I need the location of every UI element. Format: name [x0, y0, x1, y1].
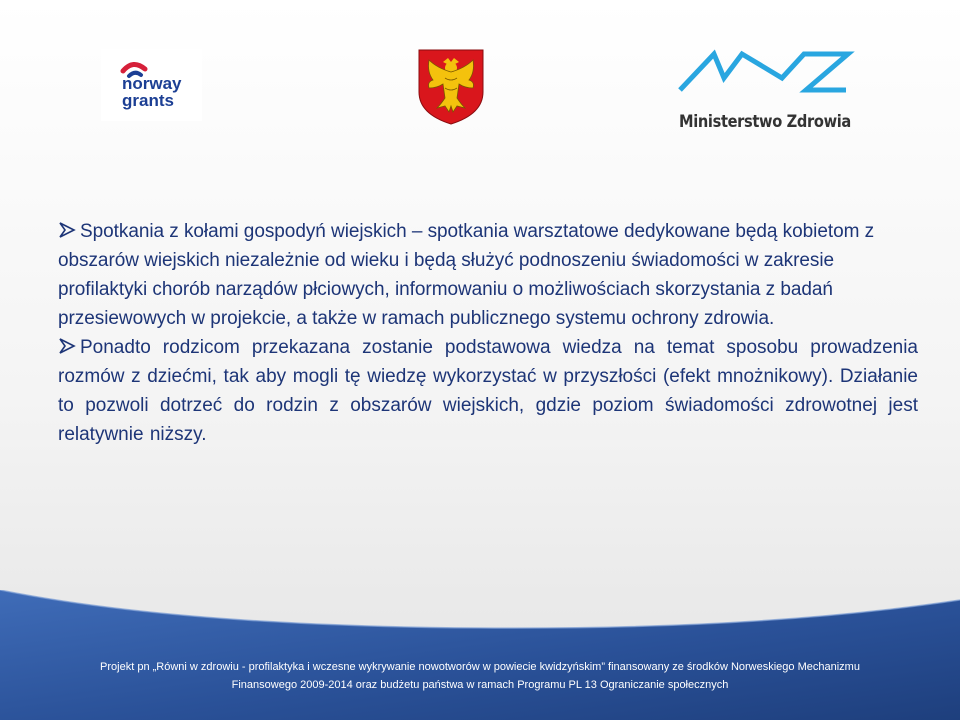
bullet-text-1: Spotkania z kołami gospodyń wiejskich – spotkania warsztatowe dedykowane będą kobietom z obszarów wiejskich niezależnie od wieku i będą służyć podnoszeniu świadomości w zakresie profilaktyki chorób narządów płciowych, informowaniu o możliwościach skorzystania z badań przesiewowych w projekcie, a także w ramach publicznego systemu ochrony zdrowia. [58, 221, 875, 329]
norway-grants-text-2: grants [122, 91, 174, 110]
ministry-caption: Ministerstwo Zdrowia [679, 112, 851, 132]
norway-grants-logo [101, 49, 202, 121]
main-content [58, 217, 918, 449]
crest-eagle-icon [415, 48, 487, 126]
arrow-bullet-icon [58, 337, 76, 355]
norway-grants-text-1: norway [122, 74, 182, 93]
footer-line-1: Projekt pn „Równi w zdrowiu - profilaktyka i wczesne wykrywanie nowotworów w powiecie kwidzyńskim” finansowany ze środków Norweskiego Mechanizmu [100, 661, 860, 673]
bullet-text-2: Ponadto rodzicom przekazana zostanie podstawowa wiedza na temat sposobu prowadzenia rozmów z dziećmi, tak aby mogli tę wiedzę wykorzystać w przyszłości (efekt mnożnikowy). Działanie to pozwoli dotrzeć do rodzin z obszarów wiejskich, gdzie poziom świadomości zdrowotnej jest relatywnie niższy. [58, 337, 918, 445]
footer-band [0, 590, 960, 720]
footer-line-2: Finansowego 2009-2014 oraz budżetu państwa w ramach Programu PL 13 Ograniczanie społecznych [231, 679, 729, 691]
bullet-paragraph-2 [58, 333, 918, 449]
bullet-paragraph-1 [58, 217, 918, 333]
arrow-bullet-icon [58, 221, 76, 239]
ministry-of-health-logo [672, 46, 862, 138]
